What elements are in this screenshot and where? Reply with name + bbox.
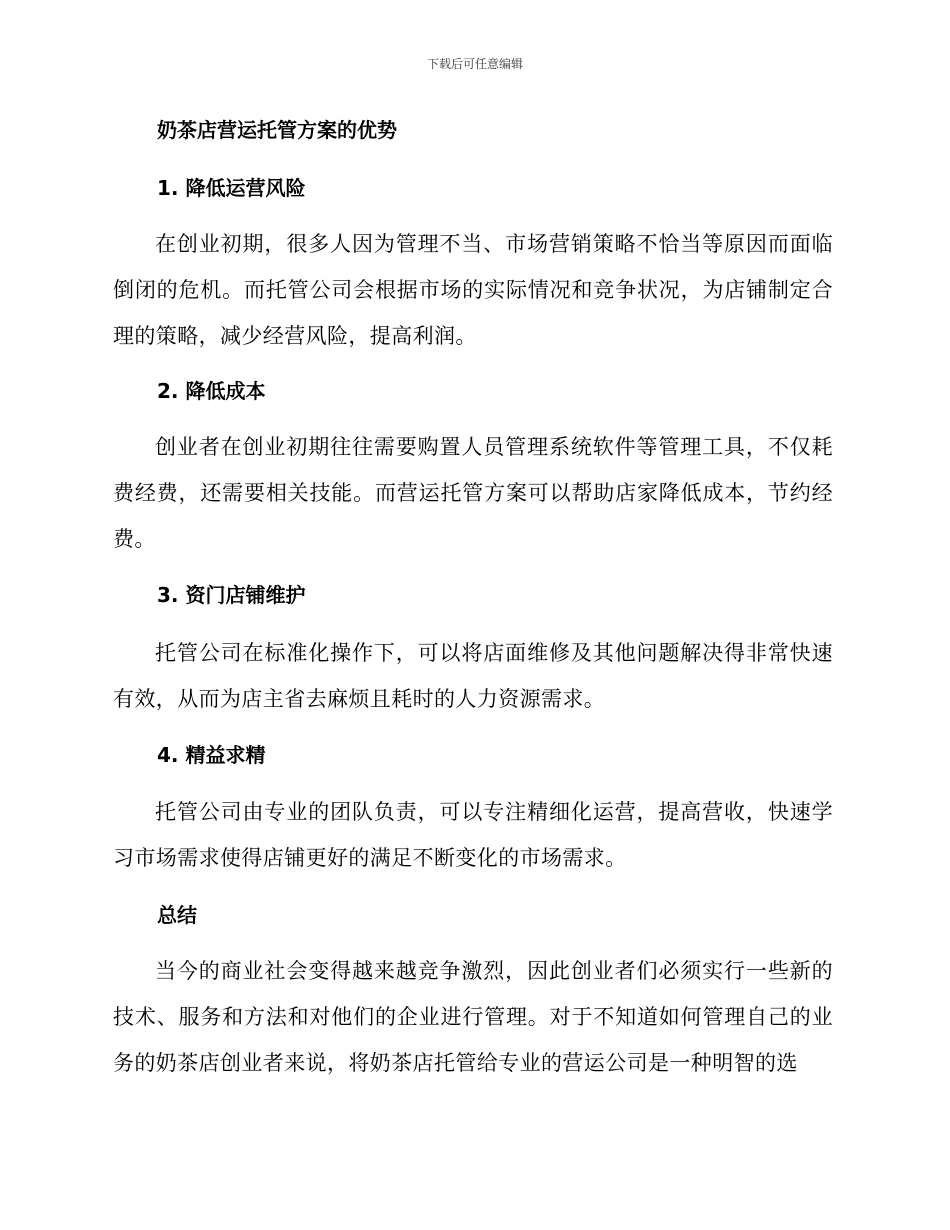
document-title: 奶茶店营运托管方案的优势 — [157, 118, 397, 142]
section-paragraph-summary: 当今的商业社会变得越来越竞争激烈，因此创业者们必须实行一些新的技术、服务和方法和对他们的企业进行管理。对于不知道如何管理自己的业务的奶茶店创业者来说，将奶茶店托管给专业的营运公司是一种明智的选 — [113, 959, 833, 1075]
section-paragraph-2: 创业者在创业初期往往需要购置人员管理系统软件等管理工具，不仅耗费经费，还需要相关技能。而营运托管方案可以帮助店家降低成本，节约经费。 — [113, 435, 833, 551]
section-heading-4: 4. 精益求精 — [157, 743, 266, 767]
section-paragraph-1: 在创业初期，很多人因为管理不当、市场营销策略不恰当等原因而面临倒闭的危机。而托管公司会根据市场的实际情况和竞争状况，为店铺制定合理的策略，减少经营风险，提高利润。 — [113, 232, 833, 348]
section-paragraph-4: 托管公司由专业的团队负责，可以专注精细化运营，提高营收，快速学习市场需求使得店铺更好的满足不断变化的市场需求。 — [113, 800, 833, 870]
page-header-note: 下载后可任意编辑 — [426, 57, 523, 71]
section-paragraph-3: 托管公司在标准化操作下，可以将店面维修及其他问题解决得非常快速有效，从而为店主省去麻烦且耗时的人力资源需求。 — [113, 641, 833, 711]
section-heading-3: 3. 资门店铺维护 — [157, 583, 306, 607]
section-heading-1: 1. 降低运营风险 — [157, 176, 306, 200]
section-heading-2: 2. 降低成本 — [157, 379, 266, 403]
section-heading-summary: 总结 — [157, 903, 197, 927]
